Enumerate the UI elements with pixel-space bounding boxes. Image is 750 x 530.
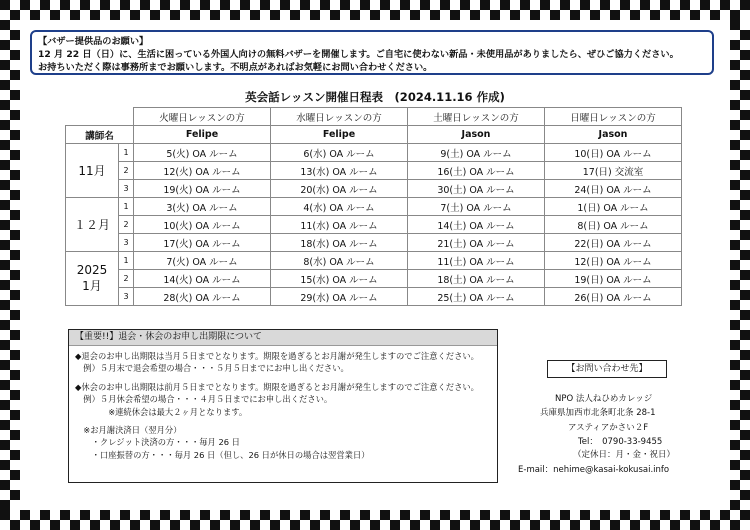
lesson-cell: 16(土) OA ルーム bbox=[408, 162, 545, 180]
week-number: 3 bbox=[119, 234, 134, 252]
contact-address: 兵庫県加西市北条町北条 28-1 bbox=[540, 408, 656, 418]
deadline-line: ・クレジット決済の方・・・毎月 26 日 bbox=[75, 437, 240, 448]
month-label bbox=[66, 144, 119, 198]
table-row bbox=[66, 162, 682, 180]
deadline-line: ◆退会のお申し出期限は当月５日までとなります。期限を過ぎるとお月謝が発生しますのでご注意ください。 bbox=[75, 351, 479, 361]
lesson-cell: 24(日) OA ルーム bbox=[545, 180, 682, 198]
lesson-cell: 12(日) OA ルーム bbox=[545, 252, 682, 270]
notice-line: 12 月 22 日（日）に、生活に困っている外国人向けの無料バザーを開催します。ご自宅に使わない新品・未使用品がありましたら、ぜひご協力ください。 bbox=[38, 49, 679, 60]
week-number: 2 bbox=[119, 216, 134, 234]
table-row bbox=[66, 252, 682, 270]
lesson-cell: 26(日) OA ルーム bbox=[545, 288, 682, 306]
lesson-cell: 18(水) OA ルーム bbox=[271, 234, 408, 252]
deadline-body bbox=[69, 346, 497, 465]
schedule-table bbox=[65, 107, 682, 306]
month-label-line: 11月 bbox=[78, 164, 106, 178]
instructor-name: Jason bbox=[545, 126, 682, 144]
lesson-cell: 11(水) OA ルーム bbox=[271, 216, 408, 234]
contact-address: アスティアかさい２F bbox=[568, 423, 649, 433]
deadline-line: ※連続休会は最大２ヶ月となります。 bbox=[75, 406, 248, 417]
schedule-body bbox=[66, 144, 682, 306]
notice-heading: 【バザー提供品のお願い】 bbox=[38, 36, 149, 47]
deadline-line: ・口座振替の方・・・毎月 26 日（但し、26 日が休日の場合は翌営業日） bbox=[75, 449, 370, 460]
bazaar-notice bbox=[30, 30, 714, 75]
month-label-line: １２月 bbox=[73, 218, 110, 232]
table-row bbox=[66, 144, 682, 162]
column-header: 土曜日レッスンの方 bbox=[408, 108, 545, 126]
lesson-cell: 17(日) 交流室 bbox=[545, 162, 682, 180]
contact-heading: 【お問い合わせ先】 bbox=[547, 360, 667, 378]
column-header: 水曜日レッスンの方 bbox=[271, 108, 408, 126]
column-header: 日曜日レッスンの方 bbox=[545, 108, 682, 126]
week-number: 1 bbox=[119, 198, 134, 216]
week-number: 3 bbox=[119, 180, 134, 198]
instructor-name: Felipe bbox=[271, 126, 408, 144]
lesson-cell: 14(土) OA ルーム bbox=[408, 216, 545, 234]
notice-line: お持ちいただく際は事務所までお願いします。不明点があればお気軽にお問い合わせください。 bbox=[38, 62, 433, 73]
lesson-cell: 25(土) OA ルーム bbox=[408, 288, 545, 306]
instructor-name: Felipe bbox=[134, 126, 271, 144]
week-number: 1 bbox=[119, 252, 134, 270]
lesson-cell: 7(土) OA ルーム bbox=[408, 198, 545, 216]
table-row bbox=[66, 270, 682, 288]
week-number: 1 bbox=[119, 144, 134, 162]
lesson-cell: 10(火) OA ルーム bbox=[134, 216, 271, 234]
instructor-name: Jason bbox=[408, 126, 545, 144]
deadline-heading: 【重要!!】退会・休会のお申し出期限について bbox=[69, 330, 497, 346]
lesson-cell: 18(土) OA ルーム bbox=[408, 270, 545, 288]
table-header-row bbox=[66, 108, 682, 126]
lesson-cell: 10(日) OA ルーム bbox=[545, 144, 682, 162]
lesson-cell: 28(火) OA ルーム bbox=[134, 288, 271, 306]
instructor-label: 講師名 bbox=[66, 126, 134, 144]
table-row bbox=[66, 288, 682, 306]
week-number: 2 bbox=[119, 270, 134, 288]
lesson-cell: 8(水) OA ルーム bbox=[271, 252, 408, 270]
table-row bbox=[66, 216, 682, 234]
table-row bbox=[66, 234, 682, 252]
corner-cell bbox=[66, 108, 134, 126]
month-label bbox=[66, 252, 119, 306]
deadline-notice bbox=[68, 329, 498, 483]
lesson-cell: 22(日) OA ルーム bbox=[545, 234, 682, 252]
deadline-line: ◆休会のお申し出期限は前月５日までとなります。期限を過ぎるとお月謝が発生しますのでご注意ください。 bbox=[75, 381, 479, 392]
week-number: 3 bbox=[119, 288, 134, 306]
lesson-cell: 6(水) OA ルーム bbox=[271, 144, 408, 162]
lesson-cell: 19(日) OA ルーム bbox=[545, 270, 682, 288]
lesson-cell: 21(土) OA ルーム bbox=[408, 234, 545, 252]
deadline-line: ※お月謝決済日（翌月分） bbox=[75, 425, 182, 436]
table-row bbox=[66, 180, 682, 198]
lesson-cell: 9(土) OA ルーム bbox=[408, 144, 545, 162]
lesson-cell: 19(火) OA ルーム bbox=[134, 180, 271, 198]
contact-tel: Tel： 0790-33-9455 bbox=[578, 437, 663, 447]
month-label-line: 2025 bbox=[76, 263, 108, 277]
contact-org: NPO 法人ねひめカレッジ bbox=[555, 394, 653, 404]
lesson-cell: 29(水) OA ルーム bbox=[271, 288, 408, 306]
lesson-cell: 7(火) OA ルーム bbox=[134, 252, 271, 270]
lesson-cell: 3(火) OA ルーム bbox=[134, 198, 271, 216]
contact-hours: （定休日：月・金・祝日） bbox=[573, 450, 676, 460]
column-header: 火曜日レッスンの方 bbox=[134, 108, 271, 126]
lesson-cell: 20(水) OA ルーム bbox=[271, 180, 408, 198]
lesson-cell: 14(火) OA ルーム bbox=[134, 270, 271, 288]
deadline-line: 例）５月休会希望の場合・・・４月５日までにお申し出ください。 bbox=[75, 394, 333, 405]
instructor-row bbox=[66, 126, 682, 144]
lesson-cell: 17(火) OA ルーム bbox=[134, 234, 271, 252]
lesson-cell: 5(火) OA ルーム bbox=[134, 144, 271, 162]
lesson-cell: 30(土) OA ルーム bbox=[408, 180, 545, 198]
lesson-cell: 15(水) OA ルーム bbox=[271, 270, 408, 288]
month-label-line: 1月 bbox=[82, 279, 102, 293]
lesson-cell: 1(日) OA ルーム bbox=[545, 198, 682, 216]
lesson-cell: 13(水) OA ルーム bbox=[271, 162, 408, 180]
month-label bbox=[66, 198, 119, 252]
contact-email: E-mail：nehime@kasai-kokusai.info bbox=[518, 465, 670, 475]
deadline-line: 例）５月末で退会希望の場合・・・５月５日までにお申し出ください。 bbox=[75, 363, 349, 374]
week-number: 2 bbox=[119, 162, 134, 180]
lesson-cell: 12(火) OA ルーム bbox=[134, 162, 271, 180]
lesson-cell: 11(土) OA ルーム bbox=[408, 252, 545, 270]
lesson-cell: 8(日) OA ルーム bbox=[545, 216, 682, 234]
lesson-cell: 4(水) OA ルーム bbox=[271, 198, 408, 216]
table-row bbox=[66, 198, 682, 216]
schedule-title: 英会話レッスン開催日程表 (2024.11.16 作成) bbox=[245, 90, 505, 104]
